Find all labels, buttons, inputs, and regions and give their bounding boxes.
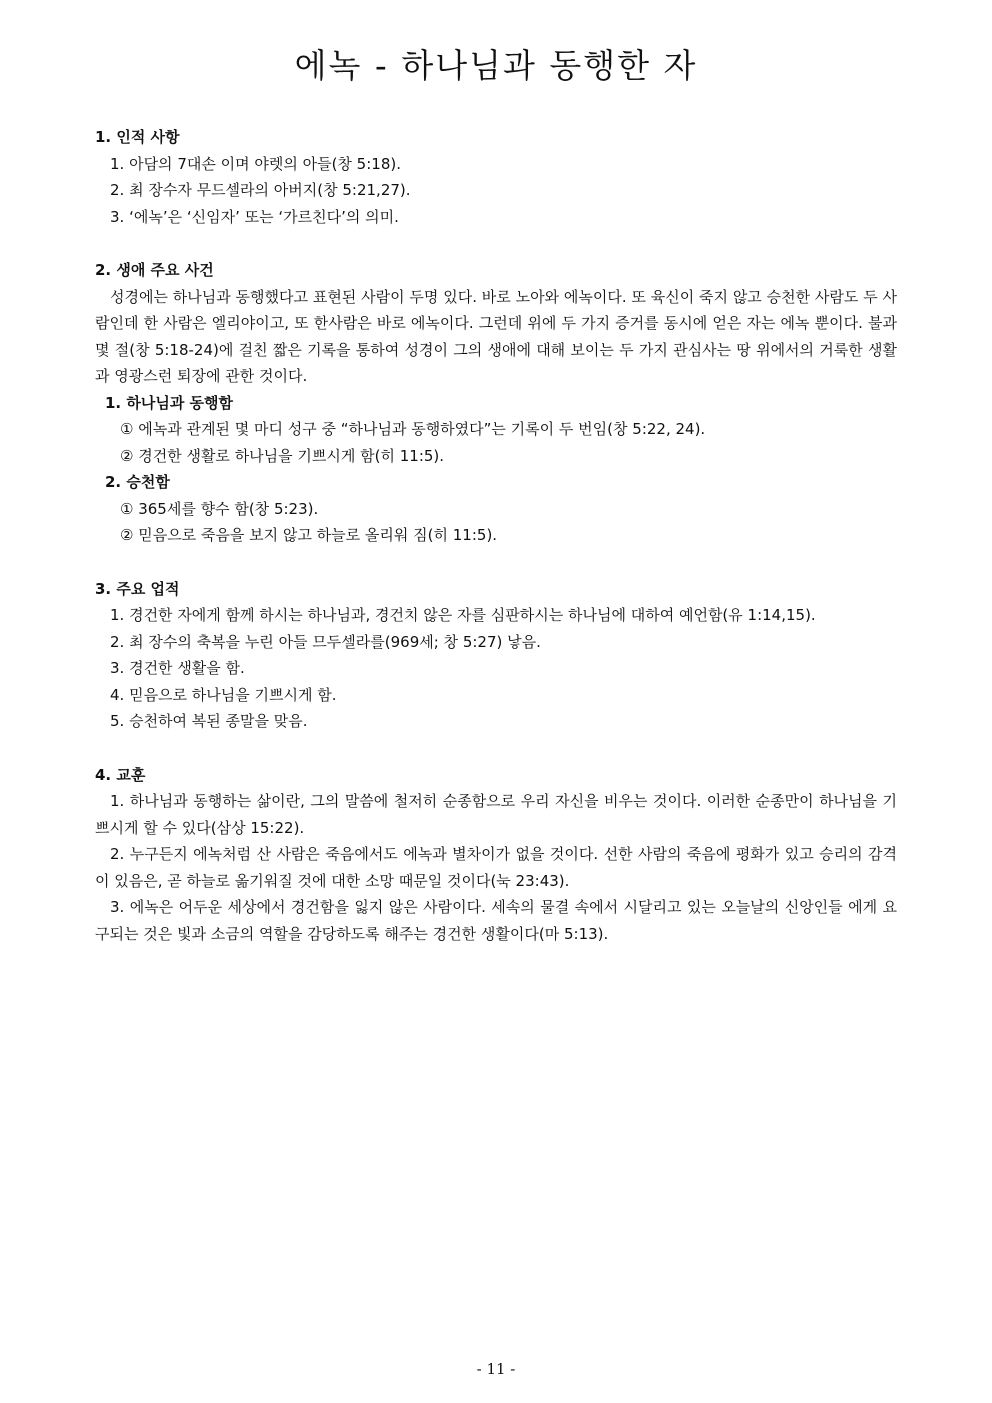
list-paragraph: 2. 누구든지 에녹처럼 산 사람은 죽음에서도 에녹과 별차이가 없을 것이다. 선한 사람의 죽음에 평화가 있고 승리의 감격이 있음은, 곧 하늘로 옮기워질 것에 대한 소망 때문일 것이다(눅 23:43). — [95, 845, 897, 890]
list-paragraph: 3. 경건한 생활을 함. — [110, 659, 245, 677]
subsection-heading: 2. 승천함 — [105, 473, 170, 491]
list-paragraph: 2. 최 장수의 축복을 누린 아들 므두셀라를(969세; 창 5:27) 낳음. — [110, 632, 541, 651]
section-lessons — [95, 762, 897, 948]
section-personal-info — [95, 124, 897, 230]
section-life-events — [95, 257, 897, 549]
list-paragraph: 3. 에녹은 어두운 세상에서 경건함을 잃지 않은 사람이다. 세속의 물결 속에서 시달리고 있는 오늘날의 신앙인들 에게 요구되는 것은 빛과 소금의 역할을 감당하도록 해주는 경건한 생활이다(마 5:13). — [95, 898, 897, 943]
list-item: ② 경건한 생활로 하나님을 기쁘시게 함(히 11:5). — [120, 446, 445, 465]
subsection-heading: 1. 하나님과 동행함 — [105, 393, 234, 412]
list-paragraph: 1. 경건한 자에게 함께 하시는 하나님과, 경건치 않은 자를 심판하시는 하나님에 대하여 예언함(유 1:14,15). — [110, 606, 816, 624]
page-number: - 11 - — [476, 1360, 516, 1378]
list-item: ① 365세를 향수 함(창 5:23). — [120, 499, 319, 518]
intro-paragraph: 성경에는 하나님과 동행했다고 표현된 사람이 두명 있다. 바로 노아와 에녹이다. 또 육신이 죽지 않고 승천한 사람도 두 사람인데 한 사람은 엘리야이고, 또 한사람은 바로 에녹이다. 그런데 위에 두 가지 증거를 동시에 얻은 자는 에녹 뿐이다. 불과 몇 절(창 5:18-24)에 걸친 짧은 기록을 통하여 성경이 그의 생애에 대해 보이는 두 가지 관심사는 땅 위에서의 거룩한 생활과 영광스런 퇴장에 관한 것이다. — [95, 287, 897, 385]
list-item: 3. ‘에녹’은 ‘신임자’ 또는 ‘가르친다’의 의미. — [110, 207, 399, 226]
list-paragraph: 5. 승천하여 복된 종말을 맞음. — [110, 712, 308, 730]
section-heading: 2. 생애 주요 사건 — [95, 261, 214, 279]
section-heading: 1. 인적 사항 — [95, 128, 180, 146]
list-item: 1. 아담의 7대손 이며 야렛의 아들(창 5:18). — [110, 154, 401, 173]
section-heading: 4. 교훈 — [95, 765, 146, 784]
section-heading: 3. 주요 업적 — [95, 579, 180, 598]
section-achievements — [95, 576, 897, 735]
list-item: ② 믿음으로 죽음을 보지 않고 하늘로 올리워 짐(히 11:5). — [120, 526, 498, 544]
page-title: 에녹 - 하나님과 동행한 자 — [294, 46, 698, 85]
list-paragraph: 1. 하나님과 동행하는 삶이란, 그의 말씀에 철저히 순종함으로 우리 자신을 비우는 것이다. 이러한 순종만이 하나님을 기쁘시게 할 수 있다(삼상 15:22). — [95, 792, 897, 837]
list-paragraph: 4. 믿음으로 하나님을 기쁘시게 함. — [110, 685, 337, 704]
list-item: 2. 최 장수자 무드셀라의 아버지(창 5:21,27). — [110, 181, 411, 199]
document-body — [95, 124, 897, 974]
list-item: ① 에녹과 관계된 몇 마디 성구 중 “하나님과 동행하였다”는 기록이 두 번임(창 5:22, 24). — [120, 420, 706, 438]
